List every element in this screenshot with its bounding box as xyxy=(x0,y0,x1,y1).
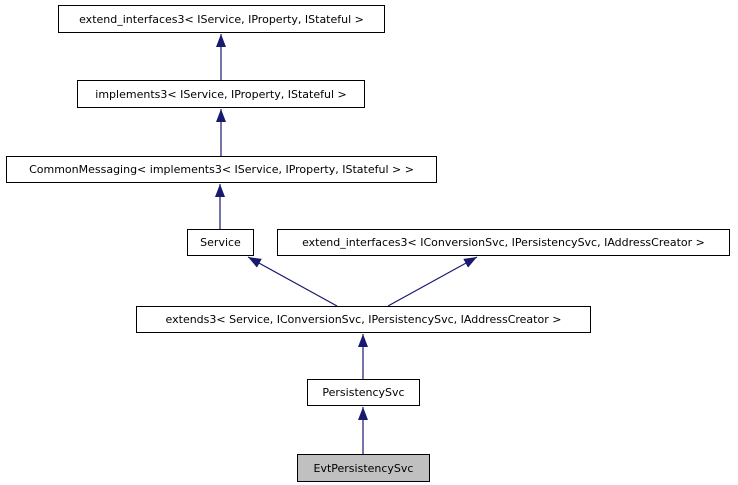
node-extends3[interactable] xyxy=(136,306,591,333)
node-service[interactable] xyxy=(187,229,254,256)
node-extend-interfaces3-iservice[interactable] xyxy=(58,5,385,33)
node-extend-interfaces3-iconversionsvc[interactable] xyxy=(277,229,730,256)
node-label: extend_interfaces3< IConversionSvc, IPersistencySvc, IAddressCreator > xyxy=(302,236,705,249)
node-label: extends3< Service, IConversionSvc, IPersistencySvc, IAddressCreator > xyxy=(165,313,562,326)
node-label: extend_interfaces3< IService, IProperty, IStateful > xyxy=(79,12,364,26)
edge-extends3-to-extend-interfaces3-iconversionsvc xyxy=(388,257,477,306)
node-persistencysvc[interactable] xyxy=(307,379,420,406)
node-evtpersistencysvc xyxy=(297,454,430,482)
node-label: PersistencySvc xyxy=(322,386,405,399)
node-label: CommonMessaging< implements3< IService, IProperty, IStateful > > xyxy=(29,163,414,176)
node-label: implements3< IService, IProperty, IStateful > xyxy=(95,87,347,101)
node-implements3[interactable] xyxy=(77,80,365,108)
node-label: EvtPersistencySvc xyxy=(313,461,414,475)
node-commonmessaging[interactable] xyxy=(6,156,437,183)
node-label: Service xyxy=(200,236,241,249)
edge-extends3-to-service xyxy=(248,257,337,306)
